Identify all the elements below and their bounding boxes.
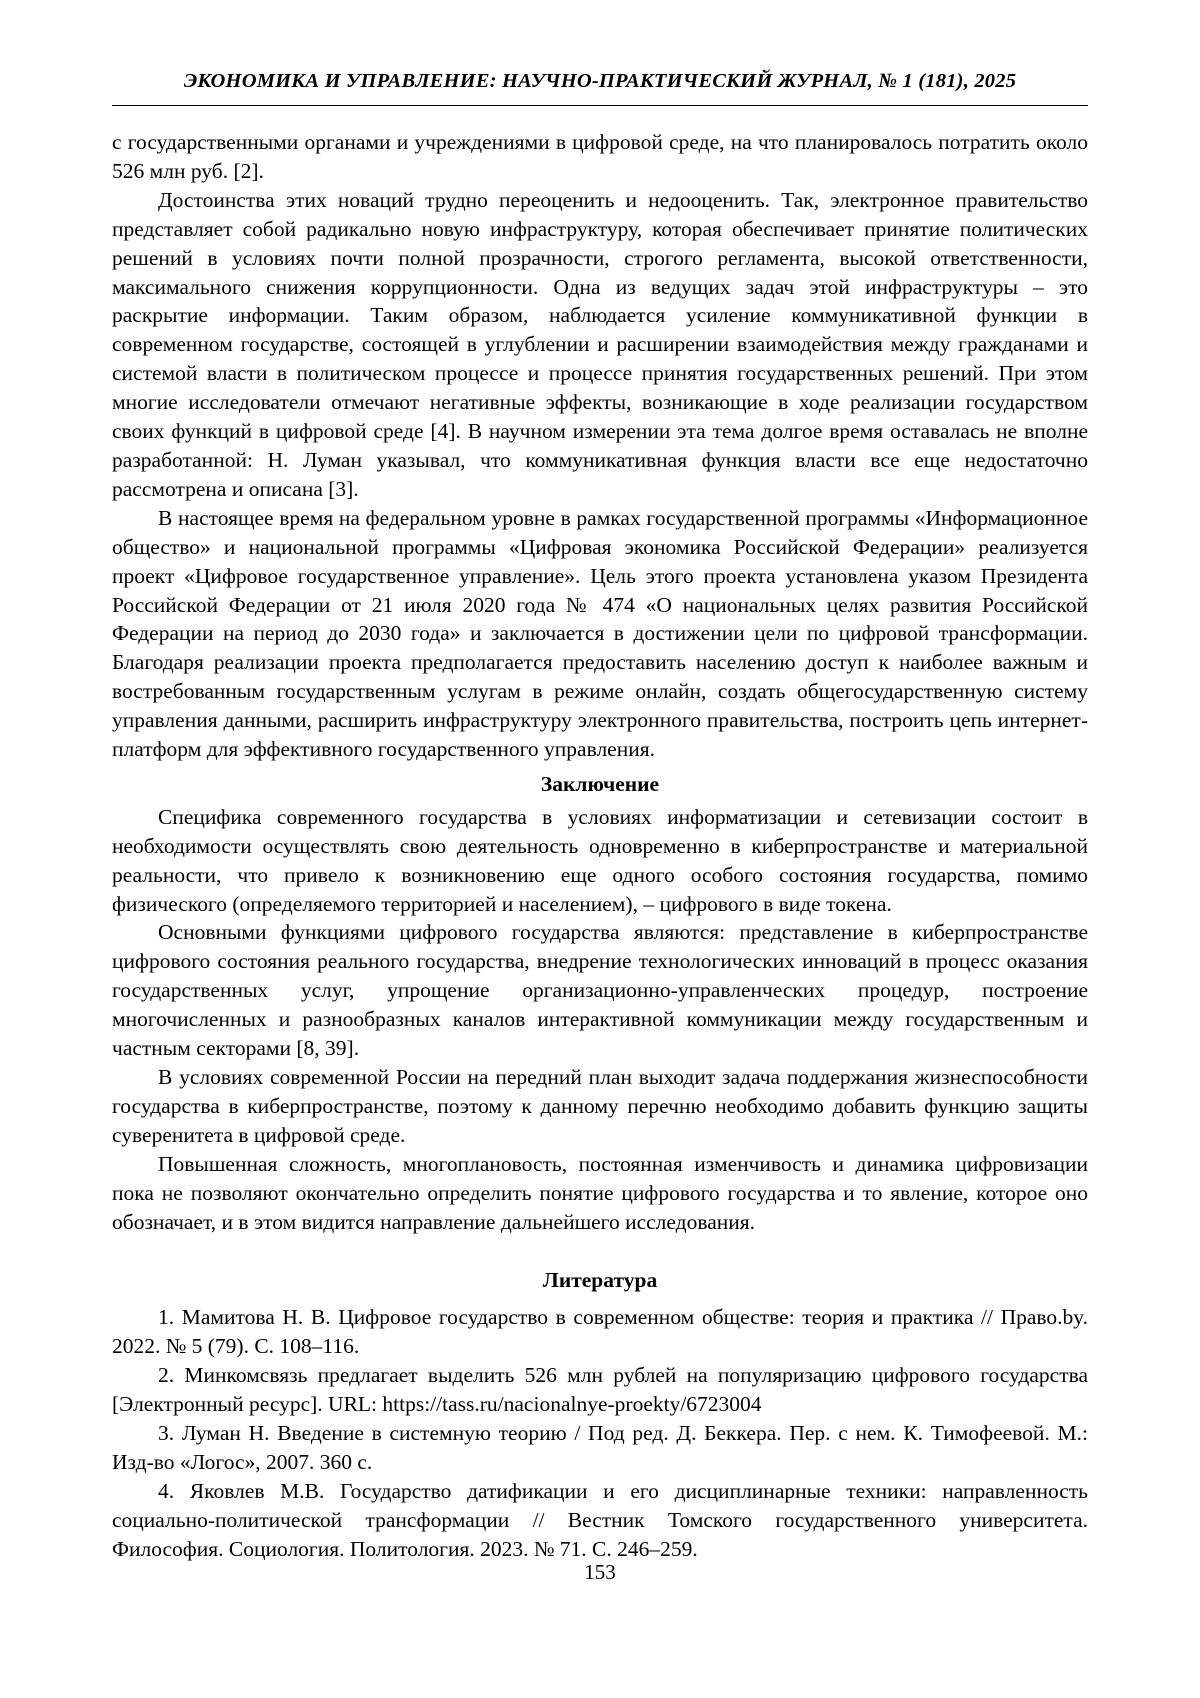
paragraph: В условиях современной России на передний план выходит задача поддержания жизнеспособности государства в киберпространстве, поэтому к данному перечню необходимо добавить функцию защиты суверенитета в цифровой среде. [112,1065,1088,1147]
page-number: 153 [584,1560,616,1584]
section-heading-references: Литература [542,1268,658,1293]
paragraph: В настоящее время на федеральном уровне в рамках государственной программы «Информационное общество» и национальной программы «Цифровая экономика Российской Федерации» реализуется проект «Цифровое государственное управление». Цель этого проекта установлена указом Президента Российской Федерации от 21 июля 2020 года № 474 «О национальных целях развития Российской Федерации на период до 2030 года» и заключается в достижении цели по цифровой трансформации. Благодаря реализации проекта предполагается предоставить населению доступ к наиболее важным и востребованным государственным услугам в режиме онлайн, создать общегосударственную систему управления данными, расширить инфраструктуру электронного правительства, построить цепь интернет-платформ для эффективного государственного управления. [112,505,1088,762]
section-heading-conclusion: Заключение [540,771,660,796]
reference-item: 1. Мамитова Н. В. Цифровое государство в современном обществе: теория и практика // Право.by. 2022. № 5 (79). С. 108–116. [112,1305,1088,1359]
running-head: ЭКОНОМИКА И УПРАВЛЕНИЕ: НАУЧНО-ПРАКТИЧЕСКИЙ ЖУРНАЛ, № 1 (181), 2025 [112,70,1088,106]
paragraph-continued: с государственными органами и учреждениями в цифровой среде, на что планировалось потратить около 526 млн руб. [2]. [112,130,1088,183]
reference-item: 3. Луман Н. Введение в системную теорию / Под ред. Д. Беккера. Пер. с нем. К. Тимофеевой. М.: Изд-во «Логос», 2007. 360 с. [112,1420,1088,1474]
paragraph: Достоинства этих новаций трудно переоценить и недооценить. Так, электронное правительство представляет собой радикально новую инфраструктуру, которая обеспечивает принятие политических решений в условиях почти полной прозрачности, строгого регламента, высокой ответственности, максимального снижения коррупционности. Одна из ведущих задач этой инфраструктуры – это раскрытие информации. Таким образом, наблюдается усиление коммуникативной функции в современном государстве, состоящей в углублении и расширении взаимодействия между гражданами и системой власти в политическом процессе и процессе принятия государственных решений. При этом многие исследователи отмечают негативные эффекты, возникающие в ходе реализации государством своих функций в цифровой среде [4]. В научном измерении эта тема долгое время оставалась не вполне разработанной: Н. Луман указывал, что коммуникативная функция власти все еще недостаточно рассмотрена и описана [3]. [112,187,1088,501]
reference-item: 2. Минкомсвязь предлагает выделить 526 млн рублей на популяризацию цифрового государства [Электронный ресурс]. URL: https://tass.ru/nacionalnye-proekty/6723004 [112,1363,1088,1417]
reference-item: 4. Яковлев М.В. Государство датификации и его дисциплинарные техники: направленность социально-политической трансформации // Вестник Томского государственного университета. Философия. Социология. Политология. 2023. № 71. С. 246–259. [112,1478,1088,1561]
paragraph: Специфика современного государства в условиях информатизации и сетевизации состоит в необходимости осуществлять свою деятельность одновременно в киберпространстве и материальной реальности, что привело к возникновению еще одного особого состояния государства, помимо физического (определяемого территорией и населением), – цифрового в виде токена. [112,804,1088,916]
article-body [112,128,1088,1564]
paragraph: Повышенная сложность, многоплановость, постоянная изменчивость и динамика цифровизации пока не позволяют окончательно определить понятие цифрового государства и то явление, которое оно обозначает, и в этом видится направление дальнейшего исследования. [112,1151,1088,1234]
paragraph: Основными функциями цифрового государства являются: представление в киберпространстве цифрового состояния реального государства, внедрение технологических инноваций в процесс оказания государственных услуг, упрощение организационно-управленческих процедур, построение многочисленных и разнообразных каналов интерактивной коммуникации между государственным и частным секторами [8, 39]. [112,920,1088,1061]
page-content [112,70,1088,1564]
